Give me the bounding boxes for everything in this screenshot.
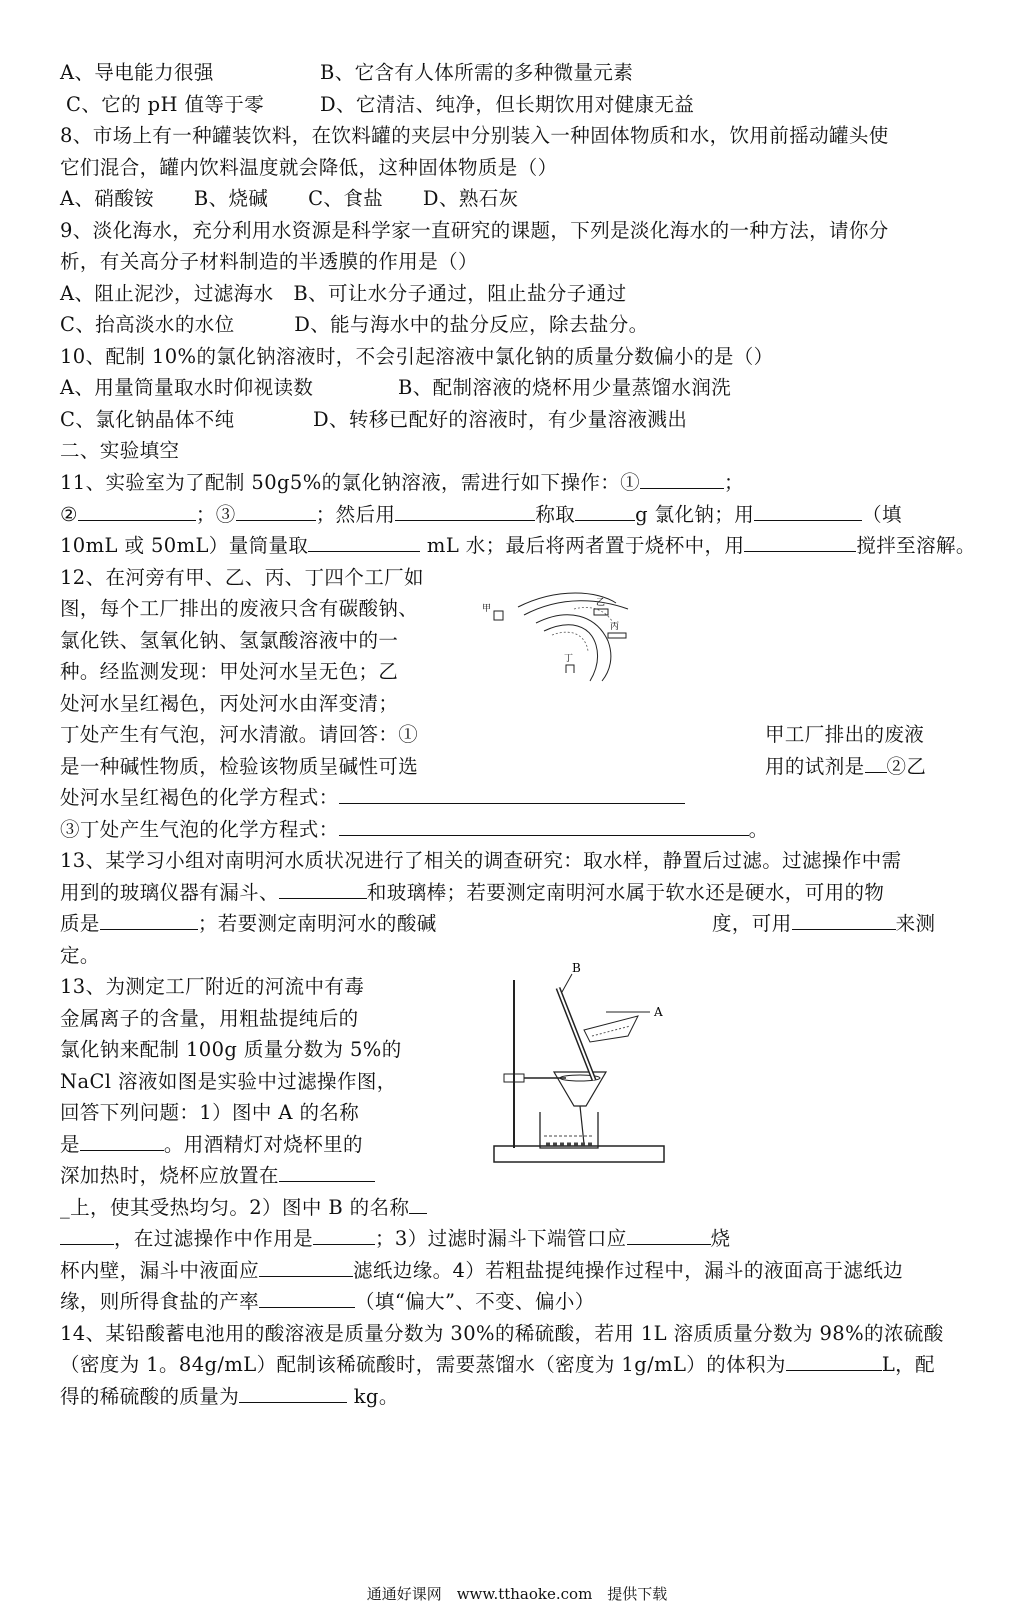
q13b-text: （填“偏大”、不变、偏小）	[355, 1290, 595, 1313]
q11-text: 搅拌至溶解。	[856, 534, 976, 557]
q10-option-b: B、配制溶液的烧杯用少量蒸馏水润洗	[398, 376, 732, 399]
answer-blank[interactable]	[236, 502, 316, 521]
q9-stem-line-1: 9、淡化海水，充分利用水资源是科学家一直研究的课题，下列是淡化海水的一种方法，请你分	[60, 219, 889, 242]
factory-ding-icon	[566, 665, 574, 673]
q13a-text: ；若要测定南明河水的酸碱	[197, 912, 437, 935]
answer-blank[interactable]	[78, 502, 196, 521]
river-bank-line	[524, 601, 628, 615]
q12-text: ②乙	[886, 755, 927, 778]
q13b-text: 缘，则所得食盐的产率	[60, 1290, 260, 1313]
q13b-text: 。用酒精灯对烧杯里的	[163, 1133, 363, 1156]
answer-blank[interactable]	[395, 502, 535, 521]
answer-blank[interactable]	[339, 817, 749, 836]
q14-line-2	[60, 1352, 935, 1378]
factory-jia-icon	[494, 611, 503, 620]
figure-label: 甲	[482, 604, 492, 614]
river-flow-dots	[574, 608, 612, 622]
q8-options: A、硝酸铵 B、烧碱 C、食盐 D、熟石灰	[60, 187, 519, 210]
answer-blank[interactable]	[279, 880, 367, 899]
answer-blank[interactable]	[308, 533, 420, 552]
answer-blank[interactable]	[100, 911, 198, 930]
q11-line-3	[60, 533, 976, 559]
filter-paper	[584, 1016, 638, 1042]
q10-option-c: C、氯化钠晶体不纯	[60, 408, 235, 431]
q11-text: ；③	[195, 503, 236, 526]
q13a-line-4: 定。	[60, 944, 100, 967]
q12-line-1: 12、在河旁有甲、乙、丙、丁四个工厂如	[60, 566, 424, 589]
q10-stem: 10、配制 10%的氯化钠溶液时，不会引起溶液中氯化钠的质量分数偏小的是（）	[60, 345, 774, 368]
answer-blank[interactable]	[409, 1195, 427, 1214]
q13a-line-2	[60, 880, 884, 906]
q11-text: ；	[724, 471, 744, 494]
q14-line-1: 14、某铅酸蓄电池用的酸溶液是质量分数为 30%的稀硫酸，若用 1L 溶质质量分数为 98%的浓硫酸	[60, 1322, 944, 1345]
answer-blank[interactable]	[339, 785, 685, 804]
answer-blank[interactable]	[865, 754, 887, 773]
q12-line-9	[60, 817, 769, 843]
q12-text: 用的试剂是	[765, 755, 865, 778]
river-flow-dots	[552, 632, 588, 651]
q13a-line-3	[60, 911, 437, 937]
q9-stem-line-2: 析，有关高分子材料制造的半透膜的作用是（）	[60, 250, 478, 273]
figure-label: 乙	[596, 598, 606, 608]
q11-text: ；然后用	[315, 503, 396, 526]
q12-text: 处河水呈红褐色的化学方程式：	[60, 786, 339, 809]
label-leader-b	[562, 974, 572, 992]
q13a-text: 质是	[60, 912, 100, 935]
filter-paper-fold	[592, 1026, 630, 1036]
q13b-line-7	[60, 1163, 375, 1189]
q14-text: 得的稀硫酸的质量为	[60, 1385, 240, 1408]
answer-blank[interactable]	[575, 502, 635, 521]
q11-text: ②	[60, 503, 78, 526]
filtration-apparatus-figure	[488, 960, 678, 1170]
q11-text: （填	[862, 503, 902, 526]
answer-blank[interactable]	[279, 1163, 375, 1182]
q12-line-5: 处河水呈红褐色，丙处河水由浑变清；	[60, 692, 399, 715]
q13b-line-9	[60, 1226, 731, 1252]
answer-blank[interactable]	[754, 502, 862, 521]
q13b-text: _上，使其受热均匀。2）图中 B 的名称	[60, 1196, 410, 1219]
q13b-line-5: 回答下列问题：1）图中 A 的名称	[60, 1101, 360, 1124]
q13b-text: ，在过滤操作中作用是	[114, 1227, 314, 1250]
figure-label-b: B	[572, 961, 581, 975]
q13b-text: 是	[60, 1133, 80, 1156]
q12-line-7b	[765, 754, 926, 780]
q7-option-a: A、导电能力很强	[60, 61, 214, 84]
q12-line-3: 氯化铁、氢氧化钠、氢氯酸溶液中的一	[60, 629, 399, 652]
q13b-text: 杯内壁，漏斗中液面应	[60, 1259, 260, 1282]
q7-option-b: B、它含有人体所需的多种微量元素	[320, 61, 634, 84]
q13a-text: 用到的玻璃仪器有漏斗、	[60, 881, 279, 904]
q7-option-d: D、它清洁、纯净，但长期饮用对健康无益	[320, 93, 695, 116]
q9-options-ab: A、阻止泥沙，过滤海水 B、可让水分子通过，阻止盐分子通过	[60, 282, 627, 305]
q13b-line-11	[60, 1289, 595, 1315]
q11-text: mL 水；最后将两者置于烧杯中，用	[426, 534, 745, 557]
q8-stem-line-2: 它们混合，罐内饮料温度就会降低，这种固体物质是（）	[60, 156, 558, 179]
q14-line-3	[60, 1384, 399, 1410]
answer-blank[interactable]	[259, 1258, 353, 1277]
q10-option-d: D、转移已配好的溶液时，有少量溶液溅出	[313, 408, 688, 431]
q10-option-a: A、用量筒量取水时仰视读数	[60, 376, 314, 399]
q14-text: （密度为 1。84g/mL）配制该稀硫酸时，需要蒸馏水（密度为 1g/mL）的体积为	[60, 1353, 786, 1376]
answer-blank[interactable]	[239, 1384, 347, 1403]
q13b-line-2: 金属离子的含量，用粗盐提纯后的	[60, 1007, 359, 1030]
q12-text: 。	[748, 818, 769, 841]
answer-blank[interactable]	[792, 911, 896, 930]
glass-rod-highlight	[558, 988, 594, 1080]
answer-blank[interactable]	[786, 1352, 882, 1371]
q13b-line-1: 13、为测定工厂附近的河流中有毒	[60, 975, 365, 998]
q12-line-7: 是一种碱性物质，检验该物质呈碱性可选	[60, 755, 419, 778]
q12-text: ③丁处产生气泡的化学方程式：	[60, 818, 339, 841]
figure-label: 丙	[610, 622, 620, 632]
page-footer: 通通好课网 www.tthaoke.com 提供下载	[366, 1585, 668, 1603]
q13a-line-3b	[712, 911, 935, 937]
q13a-text: 来测	[895, 912, 936, 935]
q7-option-c: C、它的 pH 值等于零	[66, 93, 265, 116]
answer-blank[interactable]	[80, 1132, 164, 1151]
q13b-text: 烧	[710, 1227, 731, 1250]
q11-line-2	[60, 502, 902, 528]
figure-label: 丁	[564, 654, 574, 664]
answer-blank[interactable]	[627, 1226, 711, 1245]
answer-blank[interactable]	[313, 1226, 375, 1245]
q13a-line-1: 13、某学习小组对南明河水质状况进行了相关的调查研究：取水样，静置后过滤。过滤操作中需	[60, 849, 902, 872]
q12-line-6b: 甲工厂排出的废液	[765, 723, 925, 746]
q11-text: 10mL 或 50mL）量筒量取	[60, 534, 309, 557]
funnel-stem	[580, 1106, 584, 1144]
answer-blank[interactable]	[259, 1289, 355, 1308]
q13b-line-6	[60, 1132, 363, 1158]
q13b-line-10	[60, 1258, 903, 1284]
q12-line-4: 种。经监测发现：甲处河水呈无色；乙	[60, 660, 399, 683]
section-heading: 二、实验填空	[60, 439, 180, 462]
q11-line-1	[60, 470, 744, 496]
q13b-text: ；3）过滤时漏斗下端管口应	[375, 1227, 627, 1250]
q14-text: L，配	[881, 1353, 935, 1376]
figure-label-a: A	[654, 1005, 663, 1019]
q13b-text: 滤纸边缘。4）若粗盐提纯操作过程中，漏斗的液面高于滤纸边	[353, 1259, 904, 1282]
answer-blank[interactable]	[744, 533, 856, 552]
q13b-line-8	[60, 1195, 427, 1221]
river-factory-figure	[478, 585, 638, 685]
answer-blank[interactable]	[60, 1226, 114, 1245]
q14-text: kg。	[353, 1385, 399, 1408]
q11-text: 11、实验室为了配制 50g5%的氯化钠溶液，需进行如下操作：①	[60, 471, 641, 494]
q12-line-6: 丁处产生有气泡，河水清澈。请回答：①	[60, 723, 419, 746]
factory-bing-icon	[608, 633, 626, 638]
q13b-line-4: NaCl 溶液如图是实验中过滤操作图，	[60, 1070, 397, 1093]
answer-blank[interactable]	[640, 470, 724, 489]
q9-options-cd: C、抬高淡水的水位 D、能与海水中的盐分反应，除去盐分。	[60, 313, 649, 336]
q12-line-8	[60, 785, 685, 811]
q12-line-2: 图，每个工厂排出的废液只含有碳酸钠、	[60, 597, 419, 620]
river-bank-line	[544, 625, 598, 681]
q11-text: g 氯化钠；用	[635, 503, 755, 526]
q13a-text: 和玻璃棒；若要测定南明河水属于软水还是硬水，可用的物	[366, 881, 885, 904]
q13b-line-3: 氯化钠来配制 100g 质量分数为 5%的	[60, 1038, 402, 1061]
q13a-text: 度，可用	[712, 912, 792, 935]
q8-stem-line-1: 8、市场上有一种罐装饮料，在饮料罐的夹层中分别装入一种固体物质和水，饮用前摇动罐头使	[60, 124, 889, 147]
q11-text: 称取	[535, 503, 576, 526]
q13b-text: 深加热时，烧杯应放置在	[60, 1164, 279, 1187]
